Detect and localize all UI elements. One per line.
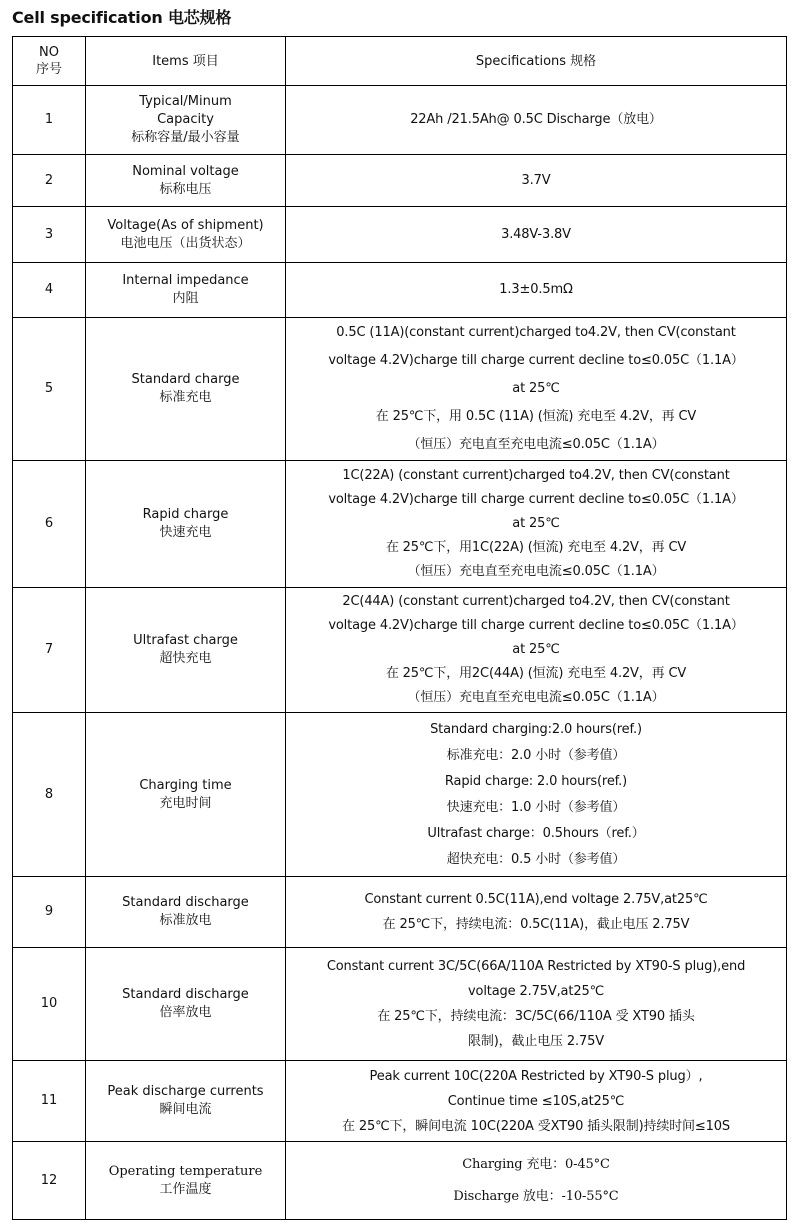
specification-line: 在 25℃下，持续电流：3C/5C(66/110A 受 XT90 插头	[377, 1009, 695, 1024]
specification-line: voltage 4.2V)charge till charge current decline to≤0.05C（1.1A）	[328, 618, 744, 633]
specification-line: voltage 4.2V)charge till charge current decline to≤0.05C（1.1A）	[328, 353, 744, 368]
row-number: 2	[13, 155, 86, 207]
item-line: Standard discharge	[122, 987, 249, 1002]
header-items	[86, 37, 286, 86]
item-line: Charging time	[139, 777, 232, 793]
item-line: 标称电压	[159, 181, 212, 197]
header-no-en: NO	[39, 45, 59, 60]
row-number: 6	[13, 461, 86, 588]
specification-line: 1C(22A) (constant current)charged to4.2V, then CV(constant	[342, 468, 730, 483]
specification-line: （恒压）充电直至充电电流≤0.05C（1.1A）	[407, 690, 665, 705]
specification-line: voltage 4.2V)charge till charge current decline to≤0.05C（1.1A）	[328, 492, 744, 507]
item-line: 标称容量/最小容量	[131, 130, 240, 145]
row-number: 3	[13, 207, 86, 263]
table-row	[13, 461, 787, 588]
table-row	[13, 86, 787, 155]
table-row	[13, 1061, 787, 1142]
item-line: 电池电压（出货状态）	[120, 235, 251, 251]
row-number: 8	[13, 713, 86, 877]
specification-line: 在 25℃下，用2C(44A) (恒流) 充电至 4.2V，再 CV	[385, 666, 687, 681]
table-header-row	[13, 37, 787, 86]
item-line: 工作温度	[159, 1181, 212, 1197]
item-line: Capacity	[157, 112, 214, 127]
row-number: 10	[13, 948, 86, 1061]
item-line: 倍率放电	[159, 1005, 212, 1020]
specification-line: Constant current 3C/5C(66A/110A Restricted by XT90-S plug),end	[326, 959, 746, 974]
item-line: 快速充电	[159, 525, 212, 540]
item-line: 标准充电	[159, 390, 212, 405]
table-row	[13, 948, 787, 1061]
row-number: 4	[13, 263, 86, 318]
specification-cell	[286, 877, 787, 948]
specification-line: 超快充电：0.5 小时（参考值）	[446, 851, 626, 867]
specification-line: 3.7V	[521, 172, 551, 188]
specification-line: 0.5C (11A)(constant current)charged to4.2V, then CV(constant	[336, 325, 736, 340]
specification-line: at 25℃	[512, 642, 560, 657]
item-cell	[86, 461, 286, 588]
specification-cell	[286, 263, 787, 318]
specification-cell	[286, 948, 787, 1061]
header-no-zh: 序号	[35, 62, 62, 77]
item-line: Typical/Minum	[139, 94, 232, 109]
specification-line: 2C(44A) (constant current)charged to4.2V, then CV(constant	[342, 594, 730, 609]
item-line: Nominal voltage	[132, 163, 239, 179]
item-cell	[86, 948, 286, 1061]
specification-cell	[286, 713, 787, 877]
item-cell	[86, 877, 286, 948]
specification-cell	[286, 155, 787, 207]
specification-cell	[286, 207, 787, 263]
header-no	[13, 37, 86, 86]
header-items-label: Items 项目	[152, 53, 219, 69]
specification-cell	[286, 461, 787, 588]
row-number: 12	[13, 1142, 86, 1220]
specification-line: （恒压）充电直至充电电流≤0.05C（1.1A）	[407, 437, 665, 452]
specification-line: 3.48V-3.8V	[501, 226, 571, 242]
table-row	[13, 713, 787, 877]
table-row	[13, 588, 787, 713]
specification-line: （恒压）充电直至充电电流≤0.05C（1.1A）	[407, 564, 665, 579]
specification-line: 22Ah /21.5Ah@ 0.5C Discharge（放电）	[410, 112, 662, 127]
item-line: Operating temperature	[108, 1163, 263, 1179]
item-line: Standard charge	[131, 372, 240, 387]
table-row	[13, 263, 787, 318]
item-line: Internal impedance	[122, 273, 249, 288]
specification-line: 限制)，截止电压 2.75V	[468, 1034, 604, 1049]
specification-line: Rapid charge: 2.0 hours(ref.)	[444, 773, 628, 789]
specification-line: Continue time ≤10S,at25℃	[447, 1093, 625, 1109]
specification-line: 快速充电：1.0 小时（参考值）	[446, 799, 626, 815]
item-cell	[86, 263, 286, 318]
item-line: Standard discharge	[122, 895, 249, 910]
item-cell	[86, 318, 286, 461]
item-line: Ultrafast charge	[133, 633, 238, 648]
specification-cell	[286, 1061, 787, 1142]
item-line: Rapid charge	[142, 507, 229, 522]
specification-cell	[286, 588, 787, 713]
item-cell	[86, 1061, 286, 1142]
specification-cell	[286, 1142, 787, 1220]
specification-line: 标准充电：2.0 小时（参考值）	[446, 747, 626, 763]
specification-line: at 25℃	[512, 381, 560, 396]
item-line: 超快充电	[159, 651, 212, 666]
specification-line: Peak current 10C(220A Restricted by XT90-S plug）,	[369, 1068, 703, 1084]
item-cell	[86, 86, 286, 155]
row-number: 11	[13, 1061, 86, 1142]
row-number: 7	[13, 588, 86, 713]
row-number: 9	[13, 877, 86, 948]
item-line: 标准放电	[159, 913, 212, 928]
item-line: Voltage(As of shipment)	[107, 217, 264, 233]
table-row	[13, 207, 787, 263]
specification-line: Ultrafast charge：0.5hours（ref.）	[427, 825, 645, 841]
row-number: 1	[13, 86, 86, 155]
item-cell	[86, 207, 286, 263]
specification-line: 在 25℃下，用1C(22A) (恒流) 充电至 4.2V，再 CV	[385, 540, 687, 555]
table-row	[13, 155, 787, 207]
specification-line: Standard charging:2.0 hours(ref.)	[430, 721, 642, 737]
table-row	[13, 877, 787, 948]
table-row	[13, 318, 787, 461]
document-title: Cell specification 电芯规格	[12, 8, 232, 27]
specification-line: at 25℃	[512, 516, 560, 531]
specification-line: Charging 充电：0-45°C	[462, 1156, 610, 1172]
item-cell	[86, 155, 286, 207]
specification-line: voltage 2.75V,at25℃	[467, 984, 605, 999]
table-row	[13, 1142, 787, 1220]
specification-line: 在 25℃下，瞬间电流 10C(220A 受XT90 插头限制)持续时间≤10S	[342, 1118, 730, 1134]
row-number: 5	[13, 318, 86, 461]
item-cell	[86, 588, 286, 713]
item-cell	[86, 713, 286, 877]
specification-cell	[286, 318, 787, 461]
item-line: 内阻	[172, 291, 199, 306]
specification-cell	[286, 86, 787, 155]
item-line: Peak discharge currents	[107, 1084, 264, 1099]
item-line: 充电时间	[159, 795, 212, 811]
specification-line: 在 25℃下，用 0.5C (11A) (恒流) 充电至 4.2V，再 CV	[375, 409, 697, 424]
header-specifications	[286, 37, 787, 86]
specification-line: 1.3±0.5mΩ	[499, 282, 573, 297]
specification-line: Constant current 0.5C(11A),end voltage 2.75V,at25℃	[364, 892, 708, 907]
item-cell	[86, 1142, 286, 1220]
specification-line: Discharge 放电：-10-55°C	[453, 1188, 619, 1204]
specification-line: 在 25℃下，持续电流：0.5C(11A)，截止电压 2.75V	[382, 917, 690, 932]
specification-table	[12, 36, 787, 1220]
header-specifications-label: Specifications 规格	[475, 53, 597, 69]
item-line: 瞬间电流	[159, 1102, 212, 1117]
